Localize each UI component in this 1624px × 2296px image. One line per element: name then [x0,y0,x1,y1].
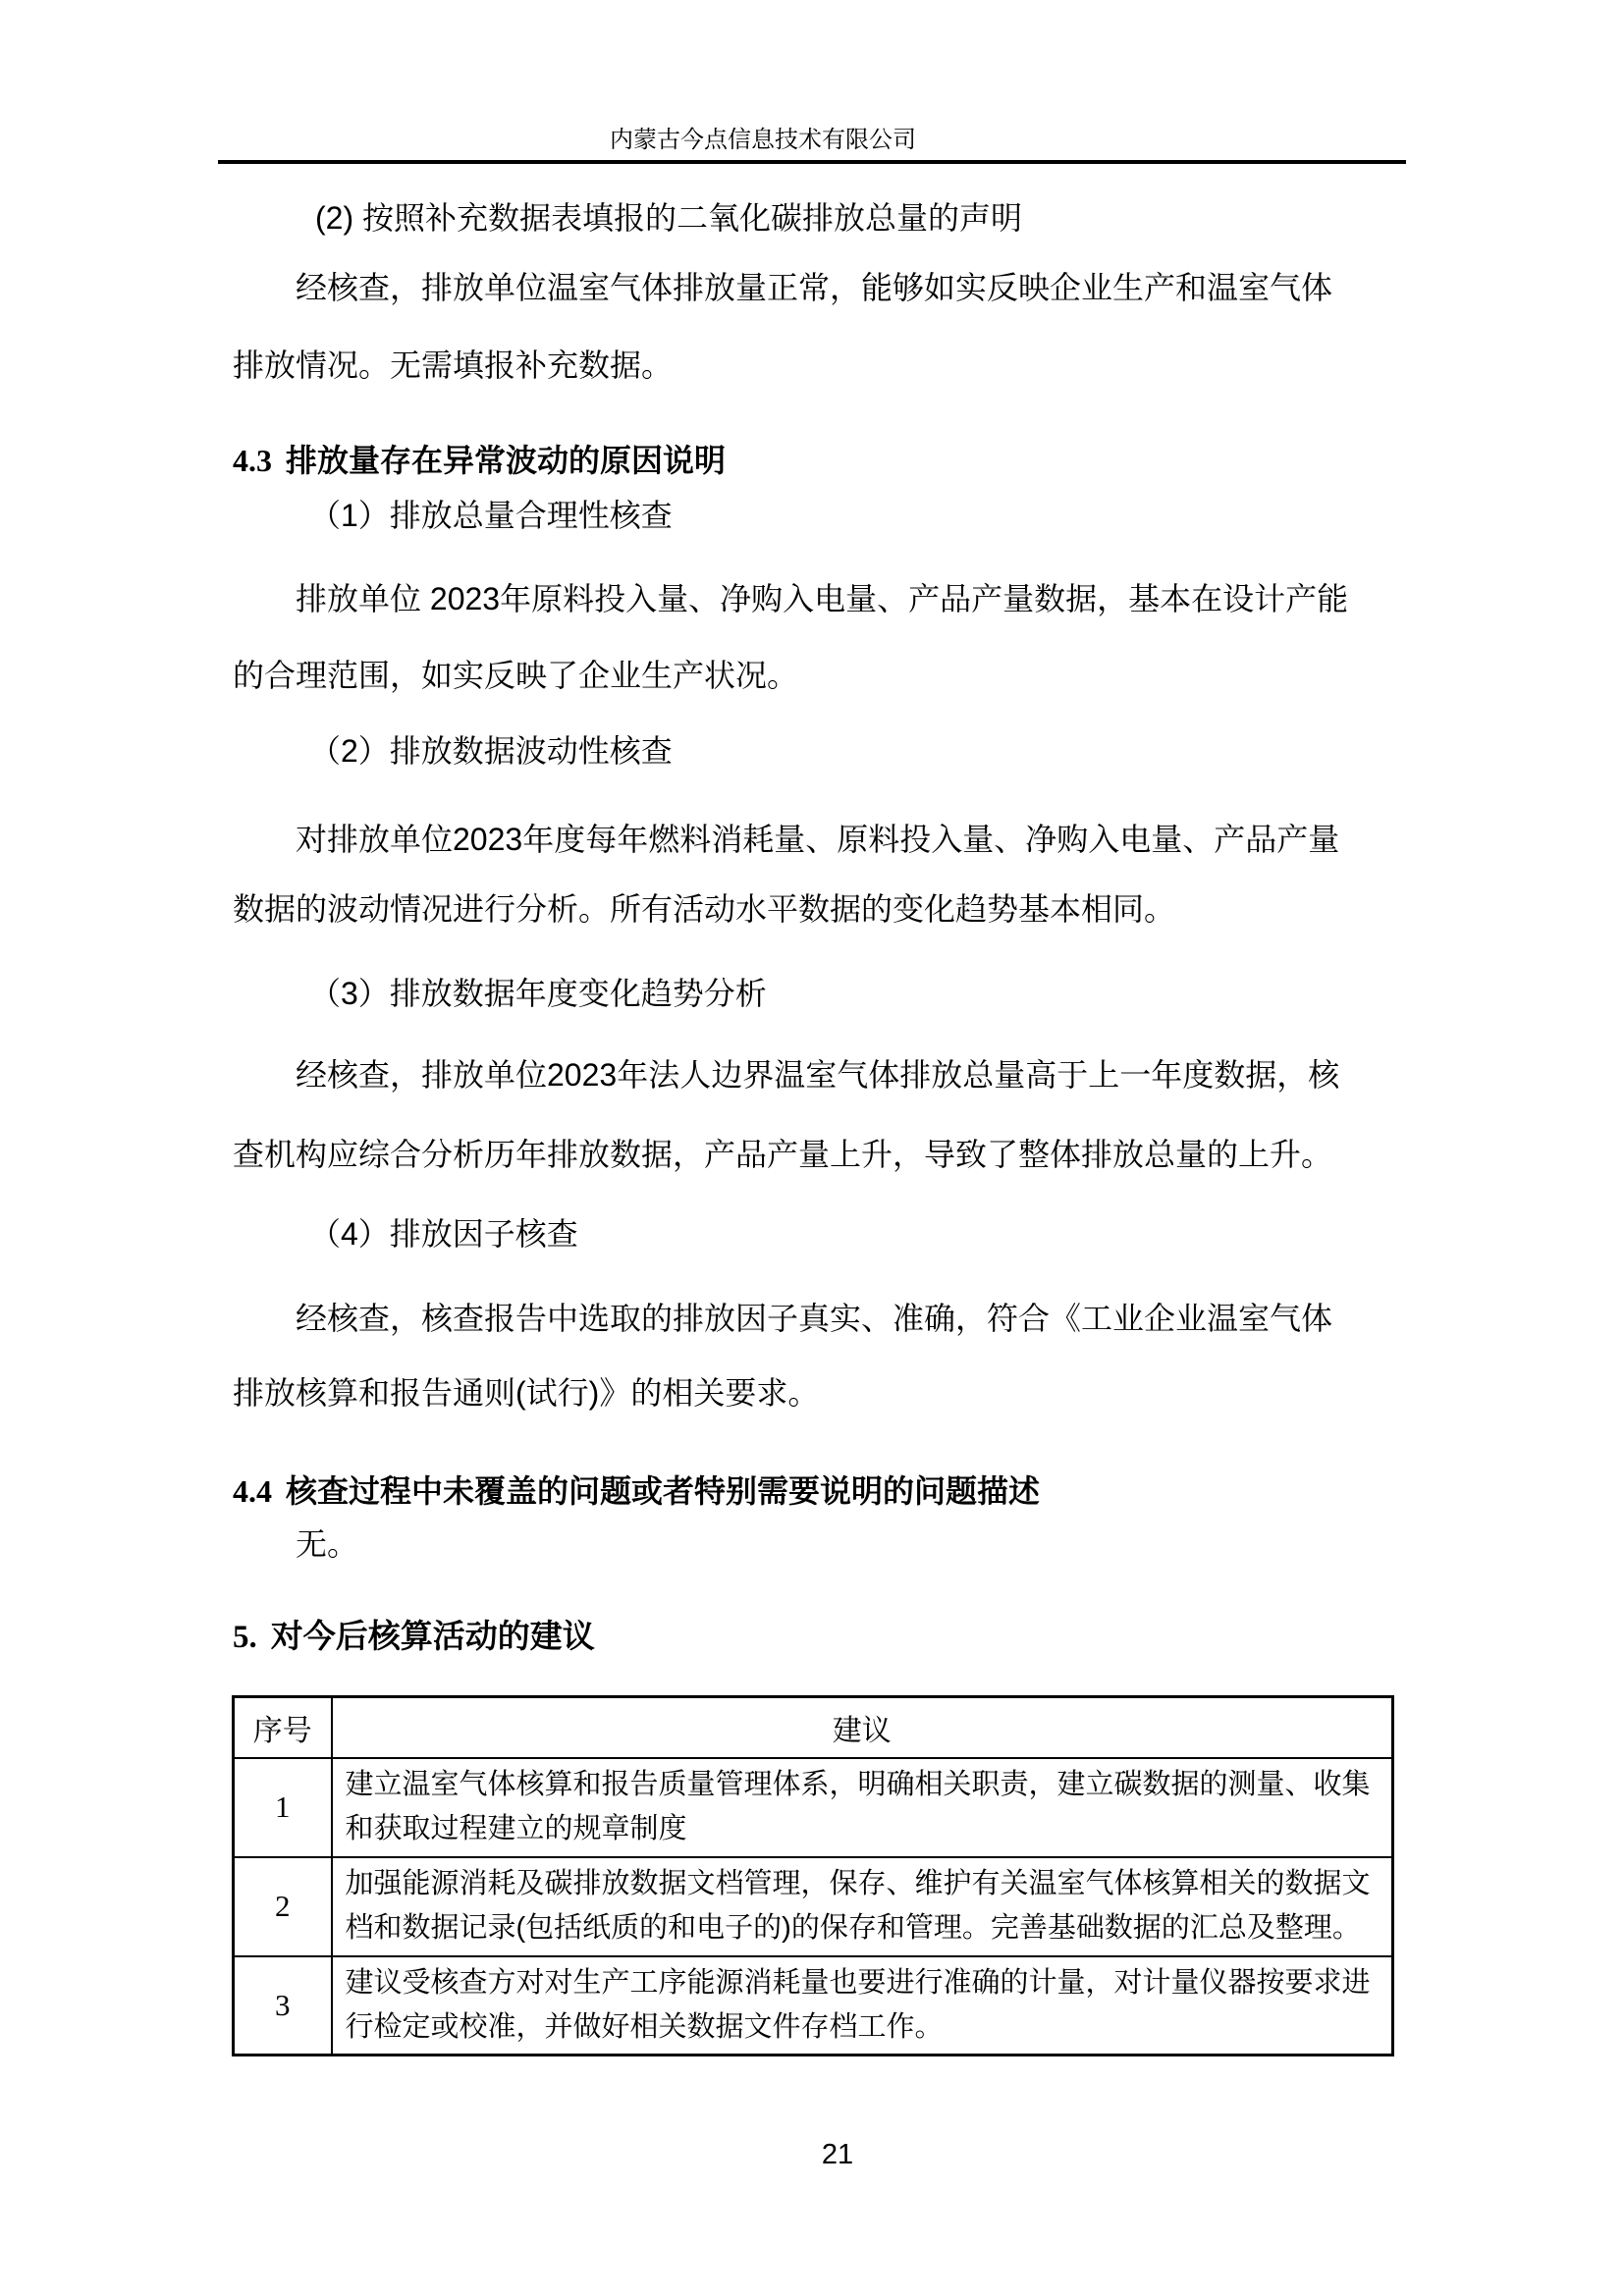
section-heading-4-4 [233,1471,1411,1511]
row-number: 2 [234,1857,332,1956]
list-item-line: （2）排放数据波动性核查 [309,733,673,769]
suggestion-line: 档和数据记录(包括纸质的和电子的)的保存和管理。完善基础数据的汇总及整理。 [345,1912,1361,1944]
heading-text: 核查过程中未覆盖的问题或者特别需要说明的问题描述 [286,1473,1041,1509]
suggestion-line: 建议受核查方对对生产工序能源消耗量也要进行准确的计量，对计量仪器按要求进 [345,1966,1371,1999]
para-line: 无。 [296,1526,359,1562]
section-heading-4-3 [233,441,1411,480]
heading-number: 4.4 [233,1473,272,1509]
suggestion-cell [332,1857,1393,1956]
para-line: 经核查，排放单位2023年法人边界温室气体排放总量高于上一年度数据，核 [296,1057,1340,1093]
header-company-name: 内蒙古今点信息技术有限公司 [610,127,916,153]
para-line: 的合理范围，如实反映了企业生产状况。 [233,658,799,693]
para-line: 经核查，核查报告中选取的排放因子真实、准确，符合《工业企业温室气体 [296,1301,1333,1336]
page-number: 21 [821,2139,854,2170]
row-number: 1 [234,1758,332,1857]
suggestion-cell [332,1758,1393,1857]
para-line: 对排放单位2023年度每年燃料消耗量、原料投入量、净购入电量、产品产量 [296,822,1340,857]
list-item-line: （1）排放总量合理性核查 [309,498,673,533]
para-line: 排放单位 2023年原料投入量、净购入电量、产品产量数据，基本在设计产能 [296,581,1349,616]
para-line: 查机构应综合分析历年排放数据，产品产量上升，导致了整体排放总量的上升。 [233,1137,1333,1172]
suggestion-line: 行检定或校准，并做好相关数据文件存档工作。 [345,2010,944,2043]
column-header-suggestion: 建议 [332,1697,1393,1758]
para-line: 排放情况。无需填报补充数据。 [233,347,674,383]
column-header-no: 序号 [234,1697,332,1758]
header-rule [218,160,1406,164]
heading-text: 排放量存在异常波动的原因说明 [286,443,727,478]
section-heading-5 [233,1617,1411,1657]
list-item-line: （4）排放因子核查 [309,1216,578,1252]
list-item-line: （3）排放数据年度变化趋势分析 [309,976,767,1011]
suggestion-line: 加强能源消耗及碳排放数据文档管理，保存、维护有关温室气体核算相关的数据文 [345,1868,1371,1899]
row-number: 3 [234,1956,332,2056]
para-line: 排放核算和报告通则(试行)》的相关要求。 [233,1375,820,1411]
table-header-row [234,1697,1393,1758]
heading-number: 4.3 [233,443,272,478]
heading-number: 5. [233,1620,257,1655]
table-row [234,1857,1393,1956]
suggestion-cell [332,1956,1393,2056]
heading-text: 对今后核算活动的建议 [270,1618,595,1654]
suggestions-table [232,1695,1394,2056]
declaration-item-line: (2) 按照补充数据表填报的二氧化碳排放总量的声明 [315,200,1023,236]
suggestion-line: 建立温室气体核算和报告质量管理体系，明确相关职责，建立碳数据的测量、收集 [345,1769,1371,1800]
para-line: 数据的波动情况进行分析。所有活动水平数据的变化趋势基本相同。 [233,891,1176,927]
suggestion-line: 和获取过程建立的规章制度 [345,1813,687,1844]
para-line: 经核查，排放单位温室气体排放量正常，能够如实反映企业生产和温室气体 [296,270,1333,305]
table-row [234,1758,1393,1857]
table-row [234,1956,1393,2056]
